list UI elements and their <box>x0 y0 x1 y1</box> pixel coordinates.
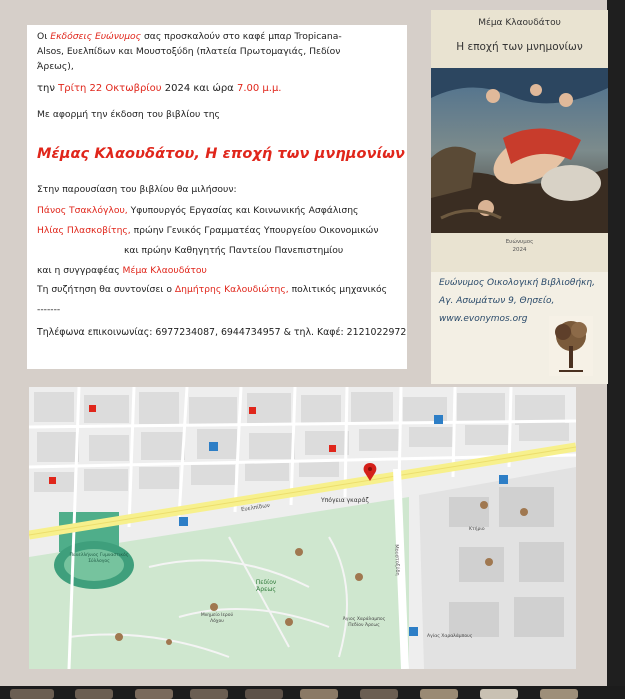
text: Οι <box>37 31 51 42</box>
cover-painting <box>431 68 608 233</box>
invite-line-2: Alsos, Ευελπίδων και Μουστοξύδη (πλατεία Πρωτομαγιάς, Πεδίον <box>37 46 341 57</box>
book-title-heading: Μέμας Κλαουδάτου, Η εποχή των μνημονίων <box>37 146 405 162</box>
publisher-name: Εκδόσεις Ευώνυμος <box>50 31 142 42</box>
map-canvas <box>29 387 576 669</box>
speaker-name: Πάνος Τσακλόγλου, <box>37 205 128 216</box>
cover-publisher: Ευώνυμος <box>505 239 534 245</box>
speaker-2 <box>37 225 379 236</box>
moderator-name: Δημήτρης Καλουδιώτης, <box>174 284 289 295</box>
poi-label: Αγίας Χαραλάμπους <box>427 634 473 639</box>
speaker-name: Ηλίας Πλασκοβίτης, <box>37 225 131 236</box>
speakers-intro: Στην παρουσίαση του βιβλίου θα μιλήσουν: <box>37 184 237 195</box>
occasion-text: Με αφορμή την έκδοση του βιβλίου της <box>37 109 220 120</box>
location-map[interactable] <box>29 387 576 669</box>
speaker-role: Υφυπουργός Εργασίας και Κοινωνικής Ασφάλισης <box>127 205 359 216</box>
venue-label: Υπόγεια γκαράζ <box>321 497 369 504</box>
street-label: Ευελπίδων <box>240 502 271 514</box>
park-label: Πεδίον Άρεως <box>255 579 277 593</box>
speaker-2-role-continued: και πρώην Καθηγητής Παντείου Πανεπιστημίου <box>124 245 344 256</box>
tree-logo <box>549 316 593 376</box>
event-date-line <box>37 83 281 94</box>
cover-author: Μέμα Κλαουδάτου <box>478 18 561 28</box>
stadium-label: Πανελλήνιος Γυμναστικός Σύλλογος <box>69 553 129 564</box>
thumbnail[interactable] <box>245 689 283 699</box>
bookstore-info <box>431 272 608 384</box>
thumbnail[interactable] <box>135 689 173 699</box>
bookstore-name: Ευώνυμος Οικολογική Βιβλιοθήκη, <box>439 278 595 288</box>
bookstore-website[interactable]: www.evonymos.org <box>439 314 528 324</box>
divider: ------- <box>37 304 61 315</box>
speaker-1 <box>37 205 358 216</box>
text: Τη συζήτηση θα συντονίσει ο <box>37 284 175 295</box>
thumbnail[interactable] <box>540 689 578 699</box>
bookstore-address: Αγ. Ασωμάτων 9, Θησείο, <box>439 296 555 306</box>
book-cover <box>431 10 608 272</box>
poi-label: Μνημείο Ιερού Λόχου <box>200 613 234 624</box>
thumbnail[interactable] <box>300 689 338 699</box>
poi-label: Άγιος Χαράλαμπος Πεδίον Άρεως <box>342 617 386 628</box>
author-name: Μέμα Κλαουδάτου <box>122 265 207 276</box>
cover-year: 2024 <box>512 247 527 253</box>
poi-label: Κτήριο <box>469 527 485 532</box>
text: 2024 και ώρα <box>161 83 237 94</box>
author-line <box>37 265 207 276</box>
thumbnail[interactable] <box>190 689 228 699</box>
thumbnail[interactable] <box>480 689 518 699</box>
moderator-role: πολιτικός μηχανικός <box>288 284 387 295</box>
invite-line-3: Άρεως), <box>37 61 74 72</box>
window-edge <box>607 0 625 686</box>
moderator-line <box>37 284 387 295</box>
text: την <box>37 83 59 94</box>
thumbnail[interactable] <box>420 689 458 699</box>
side-street-label: Μουστοξύδη <box>393 544 401 576</box>
thumbnail[interactable] <box>10 689 54 699</box>
invitation-card <box>27 25 407 369</box>
event-time: 7.00 μ.μ. <box>236 83 282 94</box>
thumbnail[interactable] <box>75 689 113 699</box>
contact-phones: Τηλέφωνα επικοινωνίας: 6977234087, 6944734957 & τηλ. Καφέ: 2121022972 <box>37 327 407 338</box>
speaker-role: πρώην Γενικός Γραμματέας Υπουργείου Οικονομικών <box>130 225 379 236</box>
cover-title: Η εποχή των μνημονίων <box>456 41 583 53</box>
event-date: Τρίτη 22 Οκτωβρίου <box>58 83 162 94</box>
text: σας προσκαλούν στο καφέ μπαρ Tropicana- <box>141 31 342 42</box>
invite-line-1 <box>37 31 342 42</box>
thumbnail[interactable] <box>360 689 398 699</box>
text: και η συγγραφέας <box>37 265 123 276</box>
